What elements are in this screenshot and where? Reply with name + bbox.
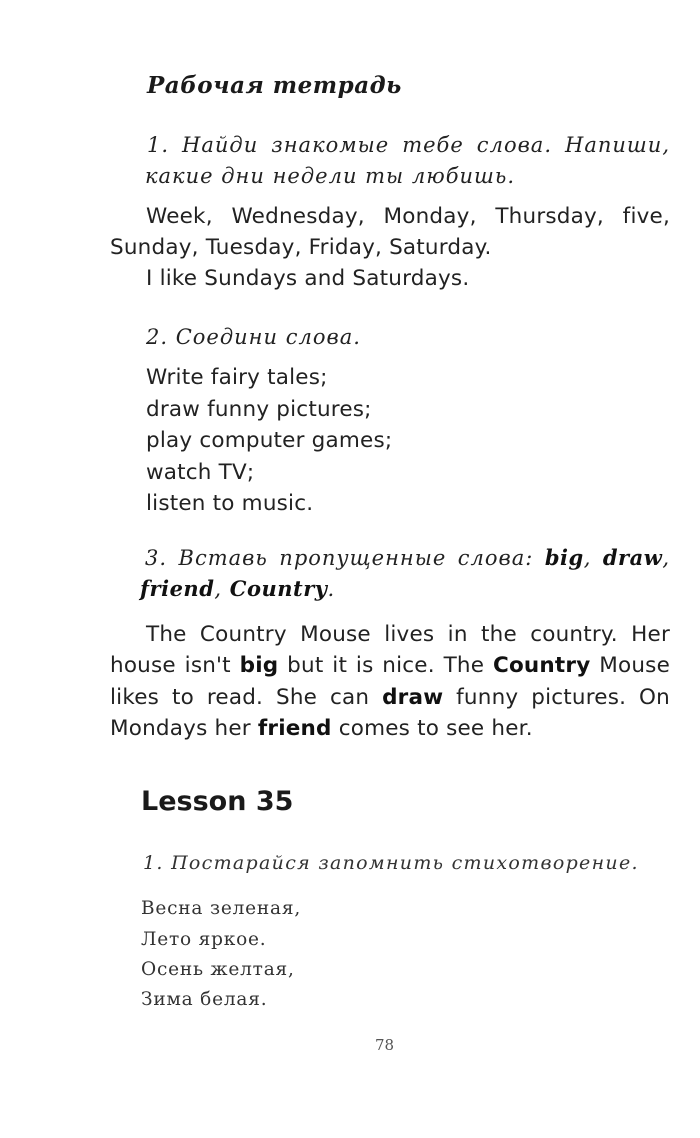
story-bold-word: big — [239, 653, 279, 678]
story-line1: The Country Mouse lives in the country. Her — [146, 622, 670, 647]
missing-word-draw: draw — [602, 545, 663, 570]
poem-line: Весна зеленая, — [141, 898, 301, 919]
poem-line: Осень желтая, — [141, 959, 295, 980]
task1-answer-line1: Week, Wednesday, Monday, Thursday, five, — [146, 204, 670, 229]
story-text: house isn't — [110, 653, 240, 678]
end-dot: . — [327, 577, 336, 601]
missing-word-country: Country — [229, 576, 328, 601]
story-line4 — [110, 716, 533, 741]
task3-instruction-prefix: 3. Вставь пропущенные слова: — [145, 546, 545, 570]
story-bold-word: friend — [257, 716, 332, 741]
story-text: funny pictures. On — [443, 685, 670, 710]
task2-line: play computer games; — [146, 428, 393, 453]
task1-instruction-line1: 1. Найди знакомые тебе слова. Напиши, — [147, 133, 670, 157]
separator: , — [583, 546, 603, 570]
page-number: 78 — [375, 1036, 395, 1054]
task3-instruction-line2 — [140, 576, 335, 601]
lesson-title: Lesson 35 — [141, 786, 294, 817]
story-text: but it is nice. The — [278, 653, 493, 678]
story-text: Mondays her — [110, 716, 258, 741]
story-bold-word: draw — [382, 685, 444, 710]
missing-word-friend: friend — [140, 576, 215, 601]
story-text: Mouse — [590, 653, 671, 678]
story-line2 — [110, 653, 670, 678]
poem-line: Лето яркое. — [141, 929, 267, 950]
story-bold-word: Country — [492, 653, 591, 678]
task3-instruction-line1: 3. Вставь пропущенные слова: big, draw, — [145, 545, 670, 570]
workbook-heading: Рабочая тетрадь — [147, 72, 402, 99]
missing-word-big: big — [544, 545, 584, 570]
lesson-task1-instruction: 1. Постарайся запомнить стихотворение. — [143, 852, 639, 874]
task2-line: Write fairy tales; — [146, 365, 328, 390]
task2-instruction: 2. Соедини слова. — [146, 325, 361, 349]
task2-line: draw funny pictures; — [146, 397, 372, 422]
story-text: comes to see her. — [331, 716, 533, 741]
task2-line: listen to music. — [146, 491, 314, 516]
story-text: likes to read. She can — [110, 685, 383, 710]
task1-instruction-line2: какие дни недели ты любишь. — [145, 164, 516, 188]
separator: , — [214, 577, 230, 601]
task2-line: watch TV; — [146, 460, 255, 485]
task1-answer-line3: I like Sundays and Saturdays. — [146, 266, 470, 291]
story-line3 — [110, 685, 670, 710]
poem-line: Зима белая. — [141, 989, 268, 1010]
task1-answer-line2: Sunday, Tuesday, Friday, Saturday. — [110, 235, 492, 260]
